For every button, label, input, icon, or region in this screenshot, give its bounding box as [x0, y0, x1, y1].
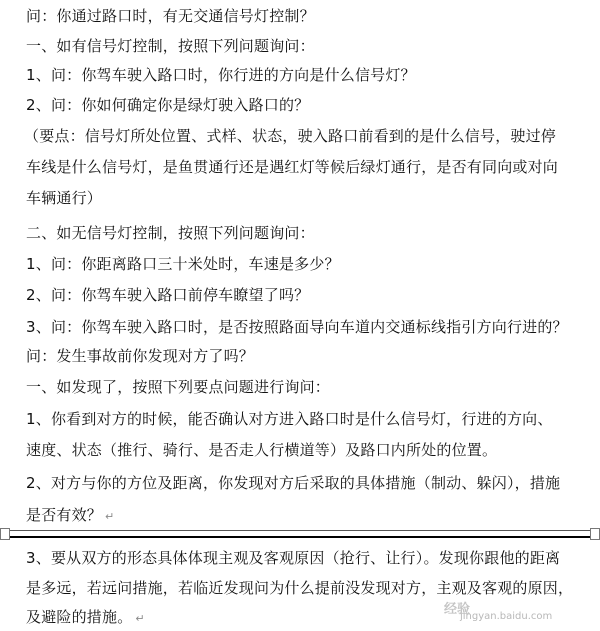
- text-line-2: [26, 36, 315, 56]
- page-break-left-marker: [0, 528, 10, 540]
- text-line-17-content: 是否有效？: [26, 506, 103, 524]
- text-line-7: [26, 188, 102, 208]
- page-break-line-top: [0, 530, 600, 531]
- text-line-5: [24, 126, 556, 146]
- text-line-15: [26, 440, 497, 460]
- text-line-15-content: 速度、状态（推行、骑行、是否走人行横道等）及路口内所处的位置。: [26, 441, 498, 459]
- text-line-10-content: 2、问：你驾车驶入路口前停车瞭望了吗？: [26, 286, 310, 304]
- text-line-11: [26, 317, 568, 337]
- text-line-5-content: （要点：信号灯所处位置、式样、状态，驶入路口前看到的是什么信号，驶过停: [24, 127, 557, 145]
- text-line-19-content: 是多远，若远问措施，若临近发现问为什么提前没发现对方，主观及客观的原因，: [26, 579, 574, 597]
- text-line-17: [26, 505, 114, 527]
- text-line-1-content: 问：你通过路口时，有无交通信号灯控制？: [26, 7, 315, 25]
- text-line-19: [26, 578, 573, 598]
- text-line-20: [26, 607, 145, 629]
- text-line-4: [26, 95, 309, 115]
- text-line-7-content: 车辆通行）: [26, 189, 103, 207]
- text-line-6: [26, 157, 558, 177]
- text-line-9-content: 1、问：你距离路口三十米处时，车速是多少？: [26, 255, 340, 273]
- page-break-divider: [0, 528, 600, 542]
- text-line-9: [26, 254, 340, 274]
- text-line-18: [26, 548, 560, 568]
- text-line-1: [26, 6, 315, 26]
- baidu-jingyan-watermark: [444, 598, 594, 624]
- text-line-16: [26, 473, 560, 493]
- text-line-18-content: 3、要从双方的形态具体体现主观及客观原因（抢行、让行）。发现你跟他的距离: [26, 549, 561, 567]
- text-line-12: [26, 346, 254, 366]
- watermark-logo: 经验: [444, 602, 471, 617]
- text-line-11-content: 3、问：你驾车驶入路口时，是否按照路面导向车道内交通标线指引方向行进的？: [26, 318, 568, 336]
- paragraph-mark-icon: ↵: [105, 510, 115, 523]
- text-line-4-content: 2、问：你如何确定你是绿灯驶入路口的？: [26, 96, 310, 114]
- text-line-14-content: 1、你看到对方的时候，能否确认对方进入路口时是什么信号灯，行进的方向、: [26, 410, 553, 428]
- paragraph-mark-icon: ↵: [135, 612, 145, 625]
- watermark-url: jingyan.baidu.com: [460, 611, 553, 622]
- text-line-13: [26, 377, 330, 397]
- text-line-3-content: 1、问：你驾车驶入路口时，你行进的方向是什么信号灯？: [26, 66, 416, 84]
- text-line-13-content: 一、如发现了，按照下列要点问题进行询问：: [26, 378, 331, 396]
- text-line-16-content: 2、对方与你的方位及距离，你发现对方后采取的具体措施（制动、躲闪），措施: [26, 474, 561, 492]
- page-break-right-marker: [590, 528, 600, 540]
- text-line-8: [26, 223, 315, 243]
- text-line-2-content: 一、如有信号灯控制，按照下列问题询问：: [26, 37, 315, 55]
- text-line-12-content: 问：发生事故前你发现对方了吗？: [26, 347, 255, 365]
- text-line-20-content: 及避险的措施。: [26, 608, 133, 626]
- page-break-line-bottom: [0, 536, 600, 538]
- text-line-3: [26, 65, 416, 85]
- text-line-6-content: 车线是什么信号灯，是鱼贯通行还是遇红灯等候后绿灯通行，是否有同向或对向: [26, 158, 559, 176]
- text-line-10: [26, 285, 309, 305]
- text-line-14: [26, 409, 553, 429]
- text-line-8-content: 二、如无信号灯控制，按照下列问题询问：: [26, 224, 315, 242]
